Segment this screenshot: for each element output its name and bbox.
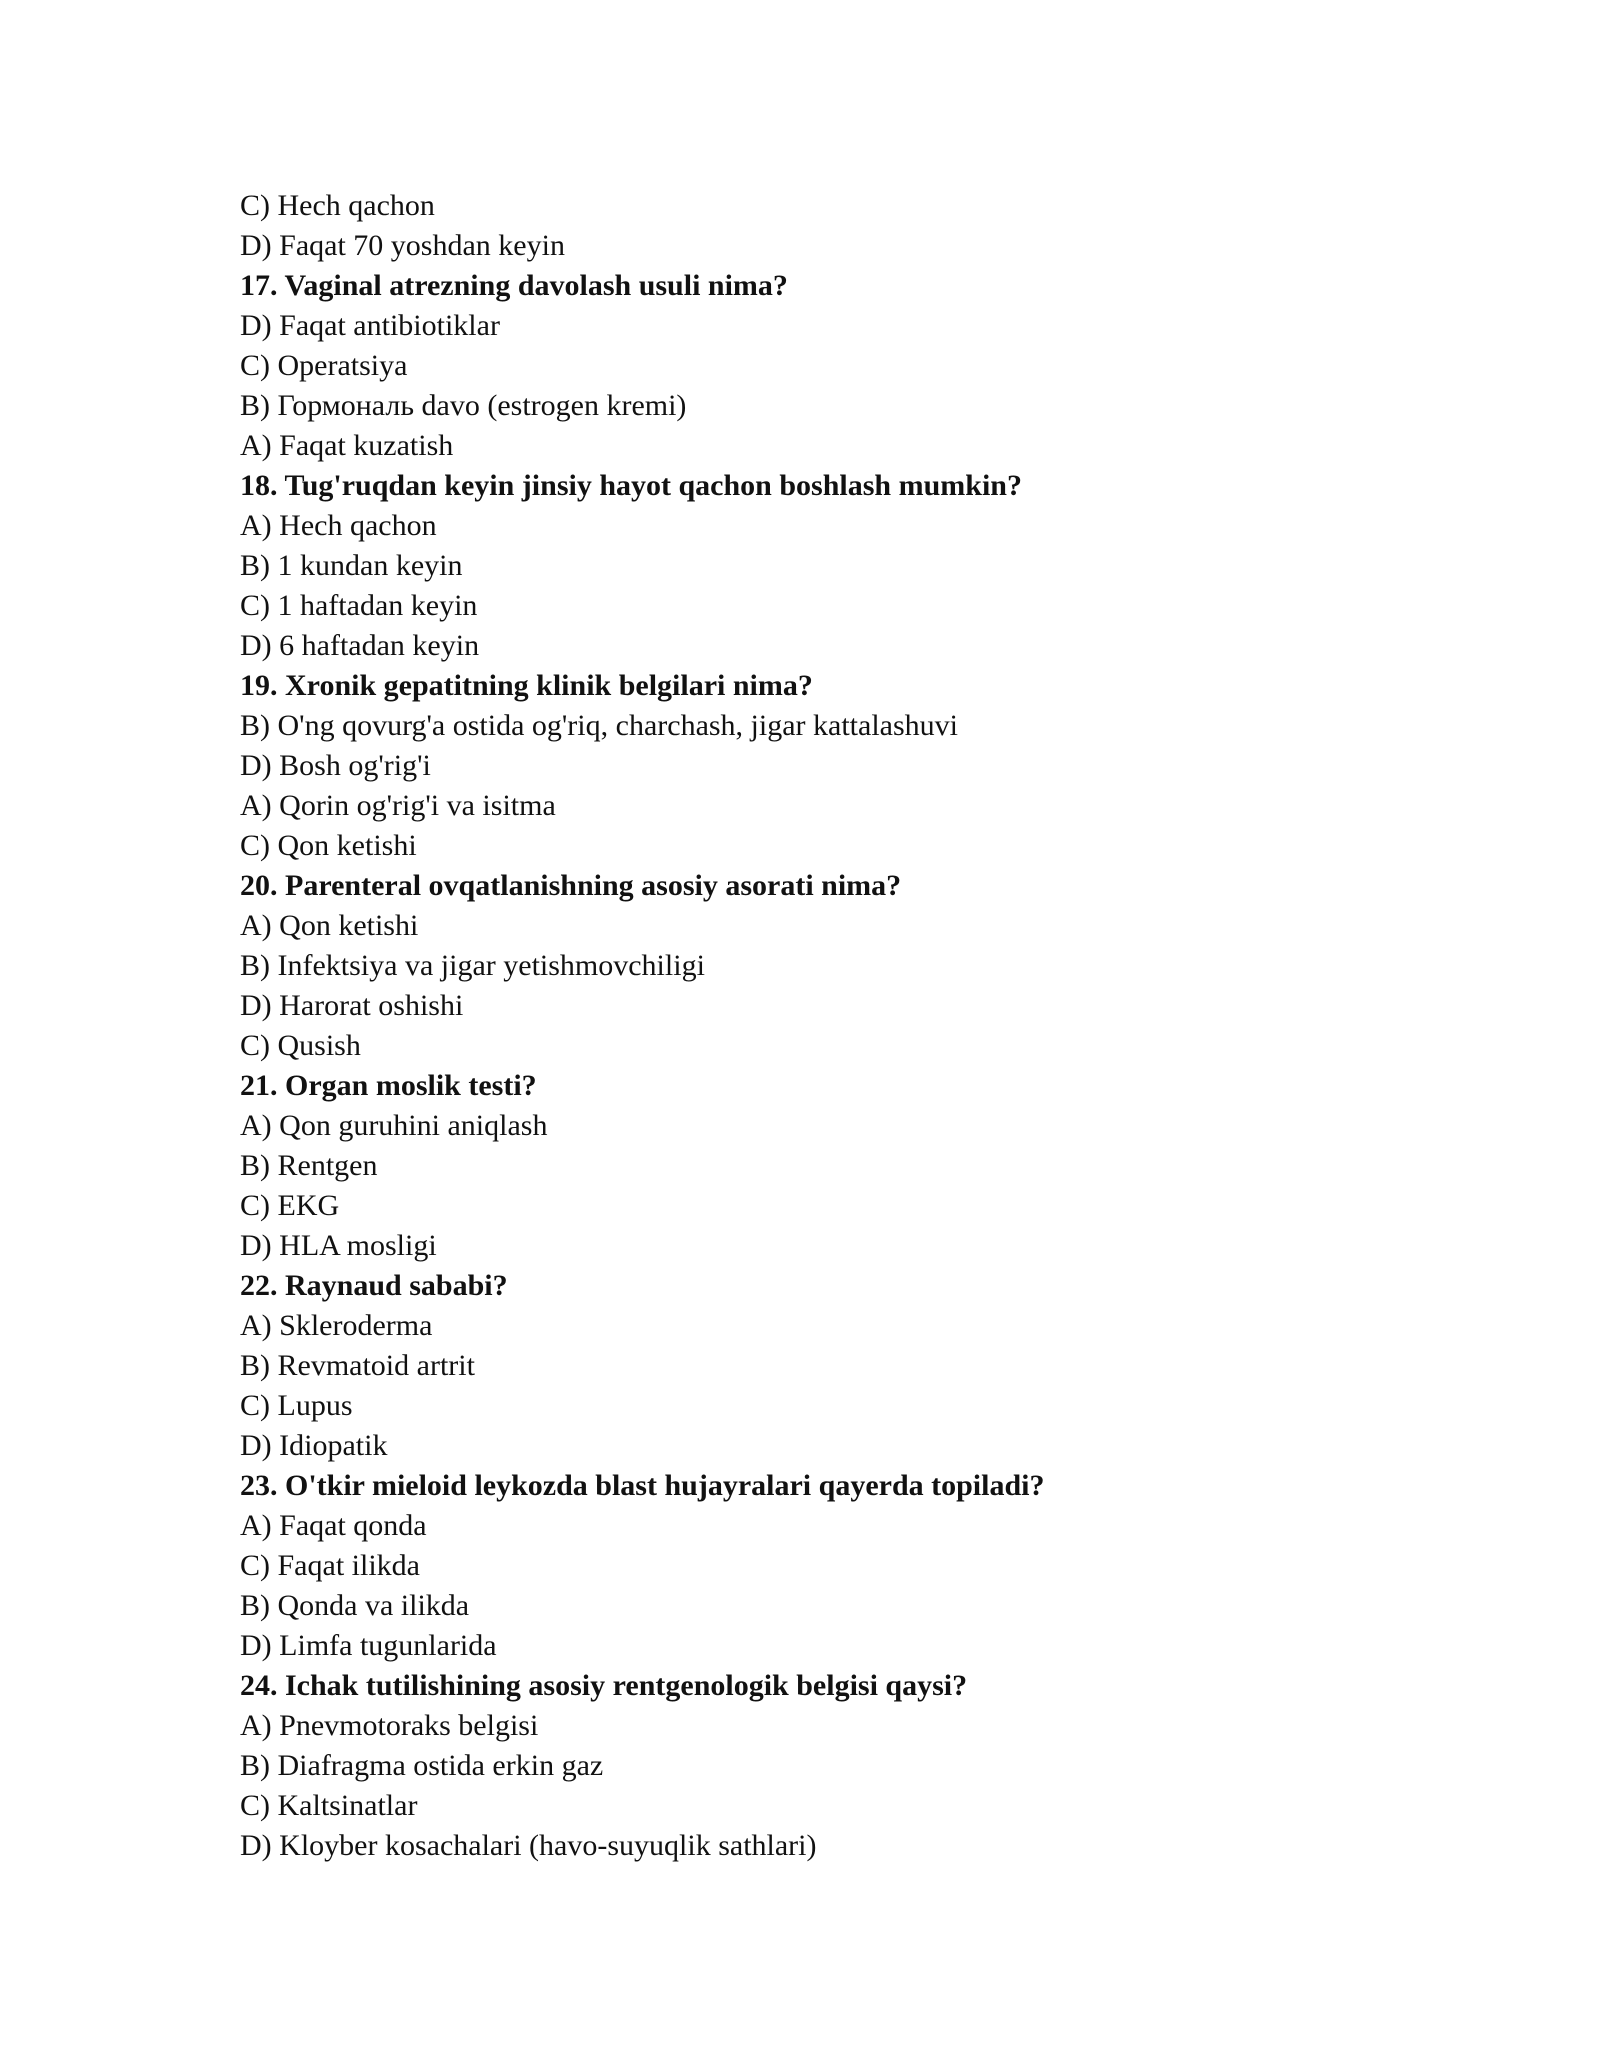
- answer-option: C) 1 haftadan keyin: [240, 589, 478, 622]
- answer-option: B) Revmatoid artrit: [240, 1349, 475, 1382]
- question-heading: 22. Raynaud sababi?: [240, 1269, 508, 1302]
- quiz-text-block: [240, 186, 1440, 1866]
- answer-option: C) Lupus: [240, 1389, 353, 1422]
- answer-option: D) 6 haftadan keyin: [240, 629, 480, 662]
- question-heading: 18. Tug'ruqdan keyin jinsiy hayot qachon boshlash mumkin?: [240, 469, 1022, 502]
- answer-option: B) Rentgen: [240, 1149, 378, 1182]
- answer-option: A) Hech qachon: [240, 509, 437, 542]
- answer-option: B) Diafragma ostida erkin gaz: [240, 1749, 604, 1782]
- answer-option: A) Qon ketishi: [240, 909, 419, 942]
- answer-option: B) Infektsiya va jigar yetishmovchiligi: [240, 949, 705, 982]
- answer-option: C) EKG: [240, 1189, 340, 1222]
- answer-option: D) Bosh og'rig'i: [240, 749, 431, 782]
- answer-option: A) Skleroderma: [240, 1309, 433, 1342]
- answer-option: C) Kaltsinatlar: [240, 1789, 418, 1822]
- answer-option: C) Qusish: [240, 1029, 361, 1062]
- question-heading: 23. O'tkir mieloid leykozda blast hujayralari qayerda topiladi?: [240, 1469, 1045, 1502]
- answer-option: D) Faqat antibiotiklar: [240, 309, 500, 342]
- answer-option: C) Faqat ilikda: [240, 1549, 420, 1582]
- answer-option: C) Hech qachon: [240, 189, 435, 222]
- question-heading: 21. Organ moslik testi?: [240, 1069, 537, 1102]
- answer-option: D) Idiopatik: [240, 1429, 388, 1462]
- answer-option: C) Qon ketishi: [240, 829, 417, 862]
- question-heading: 20. Parenteral ovqatlanishning asosiy asorati nima?: [240, 869, 902, 902]
- answer-option: D) Harorat oshishi: [240, 989, 464, 1022]
- answer-option: B) 1 kundan keyin: [240, 549, 463, 582]
- answer-option: A) Faqat kuzatish: [240, 429, 454, 462]
- answer-option: D) Limfa tugunlarida: [240, 1629, 497, 1662]
- question-heading: 19. Xronik gepatitning klinik belgilari nima?: [240, 669, 813, 702]
- answer-option: B) Гормональ davo (estrogen kremi): [240, 389, 687, 422]
- answer-option: D) HLA mosligi: [240, 1229, 437, 1262]
- answer-option: A) Qorin og'rig'i va isitma: [240, 789, 556, 822]
- answer-option: A) Qon guruhini aniqlash: [240, 1109, 548, 1142]
- answer-option: D) Faqat 70 yoshdan keyin: [240, 229, 565, 262]
- answer-option: C) Operatsiya: [240, 349, 408, 382]
- question-heading: 17. Vaginal atrezning davolash usuli nima?: [240, 269, 788, 302]
- answer-option: B) Qonda va ilikda: [240, 1589, 470, 1622]
- answer-option: D) Kloyber kosachalari (havo-suyuqlik sathlari): [240, 1829, 817, 1862]
- answer-option: A) Faqat qonda: [240, 1509, 427, 1542]
- answer-option: B) O'ng qovurg'a ostida og'riq, charchash, jigar kattalashuvi: [240, 709, 958, 742]
- question-heading: 24. Ichak tutilishining asosiy rentgenologik belgisi qaysi?: [240, 1669, 968, 1702]
- answer-option: A) Pnevmotoraks belgisi: [240, 1709, 539, 1742]
